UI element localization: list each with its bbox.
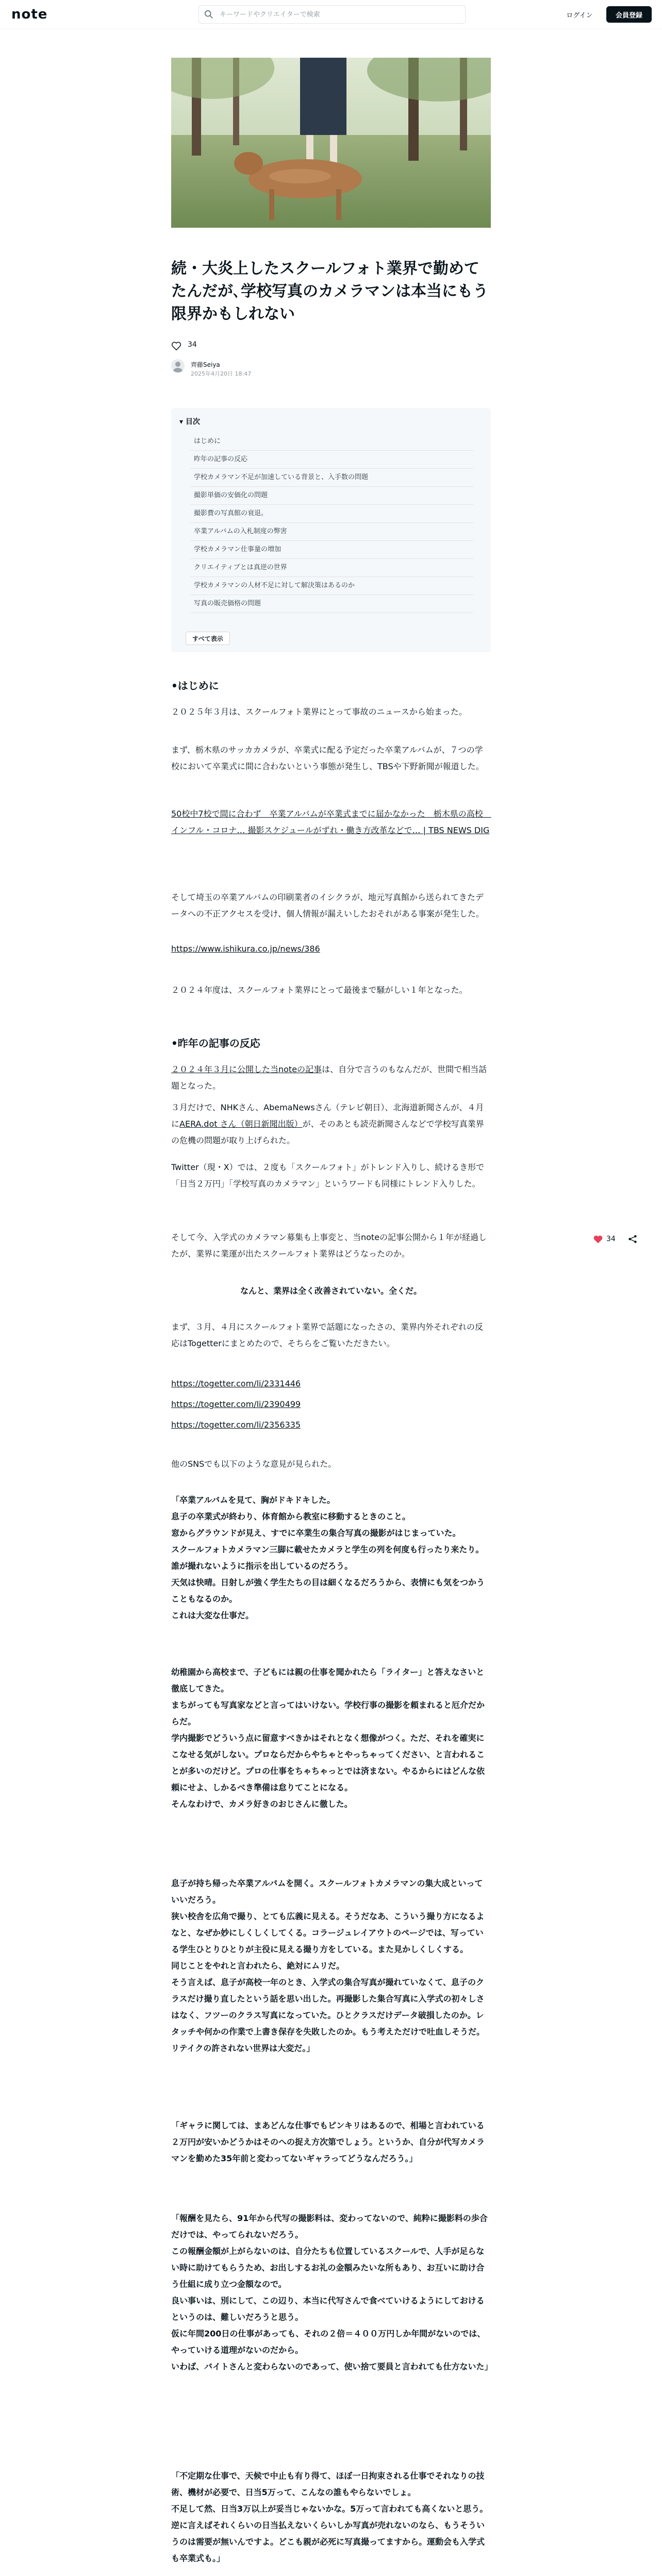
section-heading: •昨年の記事の反応 (171, 1037, 260, 1049)
floating-like[interactable] (593, 1234, 616, 1246)
news-link[interactable]: 50校中7校で間に合わず 卒業アルバムが卒業式までに届かなかった 栃木県の高校 インフル・コロナ… 撮影スケジュールがずれ・働き方改革などで… | TBS NEWS DIG (171, 809, 491, 835)
heart-icon[interactable] (593, 1234, 603, 1244)
aera-link[interactable]: AERA.dot さん（朝日新聞出版） (179, 1119, 303, 1129)
toc-item[interactable]: 学校カメラマンの人材不足に対して解決策はあるのか (190, 577, 473, 595)
quote: 「ギャラに関しては、まあどんな仕事でもピンキリはあるので、相場と言われている２万円が安いかどうかはそのへの捉え方次第でしょう。というか、自分が代写カメラマンを勤めた35年前と変わってないギャラってどうなんだろう。」 (171, 2121, 485, 2163)
toc-item[interactable]: クリエイティブとは真逆の世界 (190, 559, 473, 577)
paragraph: ３月だけで、NHKさん、AbemaNewsさん（テレビ朝日）、北海道新聞さんが、４月にAERA.dot さん（朝日新聞出版）が、そのあとも読売新聞さんなどで学校写真業界の危機の問題が取り上げられた。 (171, 1103, 484, 1145)
toc-item[interactable]: はじめに (190, 433, 473, 451)
togetter-link[interactable]: https://togetter.com/li/2356335 (171, 1420, 301, 1430)
quote: 「卒業アルバムを見て、胸がドキドキした。 息子の卒業式が終わり、体育館から教室に移動するときのこと。 窓からグラウンドが見え、すでに卒業生の集合写真の撮影がはじまっていた。 スクールフォトカメラマン三脚に載せたカメラと学生の列を何度も行ったり来たり。 誰が撮れないように指示を出しているのだろう。 天気は快晴。日射しが強く学生たちの目は細くなるだろうから、表情にも気をつかうこともなるのか。 これは大変な仕事だ。 (171, 1495, 485, 1620)
author-name[interactable]: 齊藤Seiya (191, 361, 220, 368)
toc-item[interactable]: 昨年の記事の反応 (190, 451, 473, 469)
like-count: 34 (188, 341, 197, 349)
search-input[interactable] (219, 6, 458, 23)
paragraph: ２０２５年３月は、スクールフォト業界にとって事故のニュースから始まった。 (171, 707, 467, 717)
paragraph: ２０２４年度は、スクールフォト業界にとって最後まで騒がしい１年となった。 (171, 985, 468, 995)
paragraph: ２０２４年３月に公開した当noteの記事は、自分で言うのもなんだが、世間で相当話題となった。 (171, 1064, 487, 1091)
paragraph: 他のSNSでも以下のような意見が見られた。 (171, 1459, 337, 1469)
post-date: 2025年4月20日 18:47 (191, 370, 252, 377)
floating-like-count: 34 (606, 1235, 616, 1243)
toc-item[interactable]: 写真の販売価格の問題 (190, 595, 473, 613)
toc-heading[interactable]: ▾ 目次 (179, 418, 200, 426)
quote: 「不定期な仕事で、天候で中止も有り得て、ほぼ一日拘束される仕事でそれなりの技術、機材が必要で、日当5万って、こんなの誰もやらないでしょ。 不足して然、日当3万以上が妥当じゃないかな。5万って言われても高くないと思う。 逆に言えばそれくらいの日当払えないくらいしか写真が売れないのなら、もうそういうのは需要が無いんですよ。どこも親が必死に写真撮ってますから。運動会も入学式も卒業式も。」 (171, 2471, 488, 2563)
hero-image (171, 58, 491, 228)
toc-item[interactable]: 撮影単価の安価化の問題 (190, 487, 473, 505)
article-title: 続・大炎上したスクールフォト業界で勤めてたんだが､学校写真のカメラマンは本当にもう限界かもしれない (171, 260, 488, 323)
togetter-link[interactable]: https://togetter.com/li/2390499 (171, 1399, 301, 1409)
login-button[interactable]: ログイン (560, 6, 599, 23)
share-icon[interactable] (628, 1234, 637, 1244)
heart-icon[interactable] (171, 341, 181, 350)
toc-item[interactable]: 卒業アルバムの入札制度の弊害 (190, 523, 473, 541)
search-box[interactable] (198, 5, 466, 24)
quote: 「報酬を見たら、91年から代写の撮影料は、変わってないので、純粋に撮影料の歩合だけでは、やってられないだろう。 この報酬金額が上がらないのは、自分たちも位置しているスクールで、人手が足らない時に助けてもらうため、お出しするお礼の金額みたいな所もあり、お互いに助け合う仕組に成り立つ金額なので。 良い事いは、別にして、この辺り、本当に代写さんで食べていけるようにしておけるというのは、難しいだろうと思う。 仮に年間200日の仕事があっても、それの２倍＝４００万円しか年間がないのでは、やっていける道理がないのだから。 いわば、バイトさんと変わらないのであって、使い捨て要員と言われても仕方ないた」 (171, 2213, 493, 2371)
toc-show-all-button[interactable]: すべて表示 (186, 632, 230, 645)
note-logo[interactable]: note (11, 7, 48, 22)
table-of-contents (171, 408, 491, 652)
prev-article-link[interactable]: ２０２４年３月に公開した当noteの記事 (171, 1064, 322, 1074)
quote: 幼稚園から高校まで、子どもには親の仕事を聞かれたら「ライター」と答えなさいと徹底してきた。 まちがっても写真家などと言ってはいけない。学校行事の撮影を頼まれると厄介だからだ。 学内撮影でどういう点に留意すべきかはそれとなく想像がつく。ただ、それを確実にこなせる気がしない。プロならだからやちゃとやっちゃってください、と言われることが多いのだけど。プロの仕事をちゃちゃっとでは済まない。やるからにはどんな依頼にせよ、しかるべき準備は怠りてことになる。 そんなわけで、カメラ好きのおじさんに徹した。 (171, 1667, 485, 1809)
paragraph: まず、３月、４月にスクールフォト業界で話題になったさの、業界内外それぞれの反応はTogetterにまとめたので、そちらをご覧いただきたい。 (171, 1322, 483, 1348)
emphasis-line: なんと、業界は全く改善されていない。全くだ。 (240, 1286, 422, 1296)
toc-item[interactable]: 撮影費の写真館の衰退。 (190, 505, 473, 523)
site-header (0, 0, 662, 29)
paragraph: そして埼玉の卒業アルバムの印刷業者のイシクラが、地元写真館から送られてきたデータへの不正アクセスを受け、個人情報が漏えいしたおそれがある事案が発生した。 (171, 892, 484, 919)
toc-list (190, 433, 473, 613)
paragraph: Twitter（現・X）では、２度も「スクールフォト」がトレンド入りし、続けるき形で「日当２万円」「学校写真のカメラマン」というワードも同様にトレンド入りした。 (171, 1162, 485, 1189)
chevron-down-icon: ▾ (179, 418, 186, 426)
ishikura-link[interactable]: https://www.ishikura.co.jp/news/386 (171, 944, 320, 954)
section-heading: •はじめに (171, 680, 219, 692)
togetter-link[interactable]: https://togetter.com/li/2331446 (171, 1379, 301, 1388)
search-icon (204, 10, 213, 19)
toc-item[interactable]: 学校カメラマン仕事量の増加 (190, 541, 473, 559)
quote: 息子が持ち帰った卒業アルバムを開く。スクールフォトカメラマンの集大成といっていいだろう。 狭い校舎を広角で撮り、とても広義に見える。そうだなあ、こういう撮り方になるよなと、なぜか妙にしくしくしてくる。コラージュレイアウトのページでは、写っている学生ひとりひとりが主役に見える撮り方をしている。また見かしくしくする。 同じことをやれと言われたら、絶対にムリだ。 そう言えば、息子が高校一年のとき、入学式の集合写真が撮れていなくて、息子のクラスだけ撮り直したという話を思い出した。再撮影した集合写真に入学式の初々しさはなく、フツーのクラス写真になっていた。ひとクラスだけデータ破損したのか。レタッチや何かの作業で上書き保存を失敗したのか。もう考えただけで吐血しそうだ。 リテイクの許されない世界は大変だ。」 (171, 1878, 485, 2053)
signup-button[interactable]: 会員登録 (606, 6, 652, 23)
paragraph: そして今、入学式のカメラマン募集も上事変と、当noteの記事公開から１年が経過したが、業界に業運が出たスクールフォト業界はどうなったのか。 (171, 1232, 487, 1259)
paragraph: まず、栃木県のサッカカメラが、卒業式に配る予定だった卒業アルバムが、７つの学校において卒業式に間に合わないという事態が発生し、TBSや下野新聞が報道した。 (171, 745, 484, 771)
toc-item[interactable]: 学校カメラマン不足が加速している背景と、入手数の問題 (190, 469, 473, 487)
author-avatar[interactable] (171, 359, 185, 372)
